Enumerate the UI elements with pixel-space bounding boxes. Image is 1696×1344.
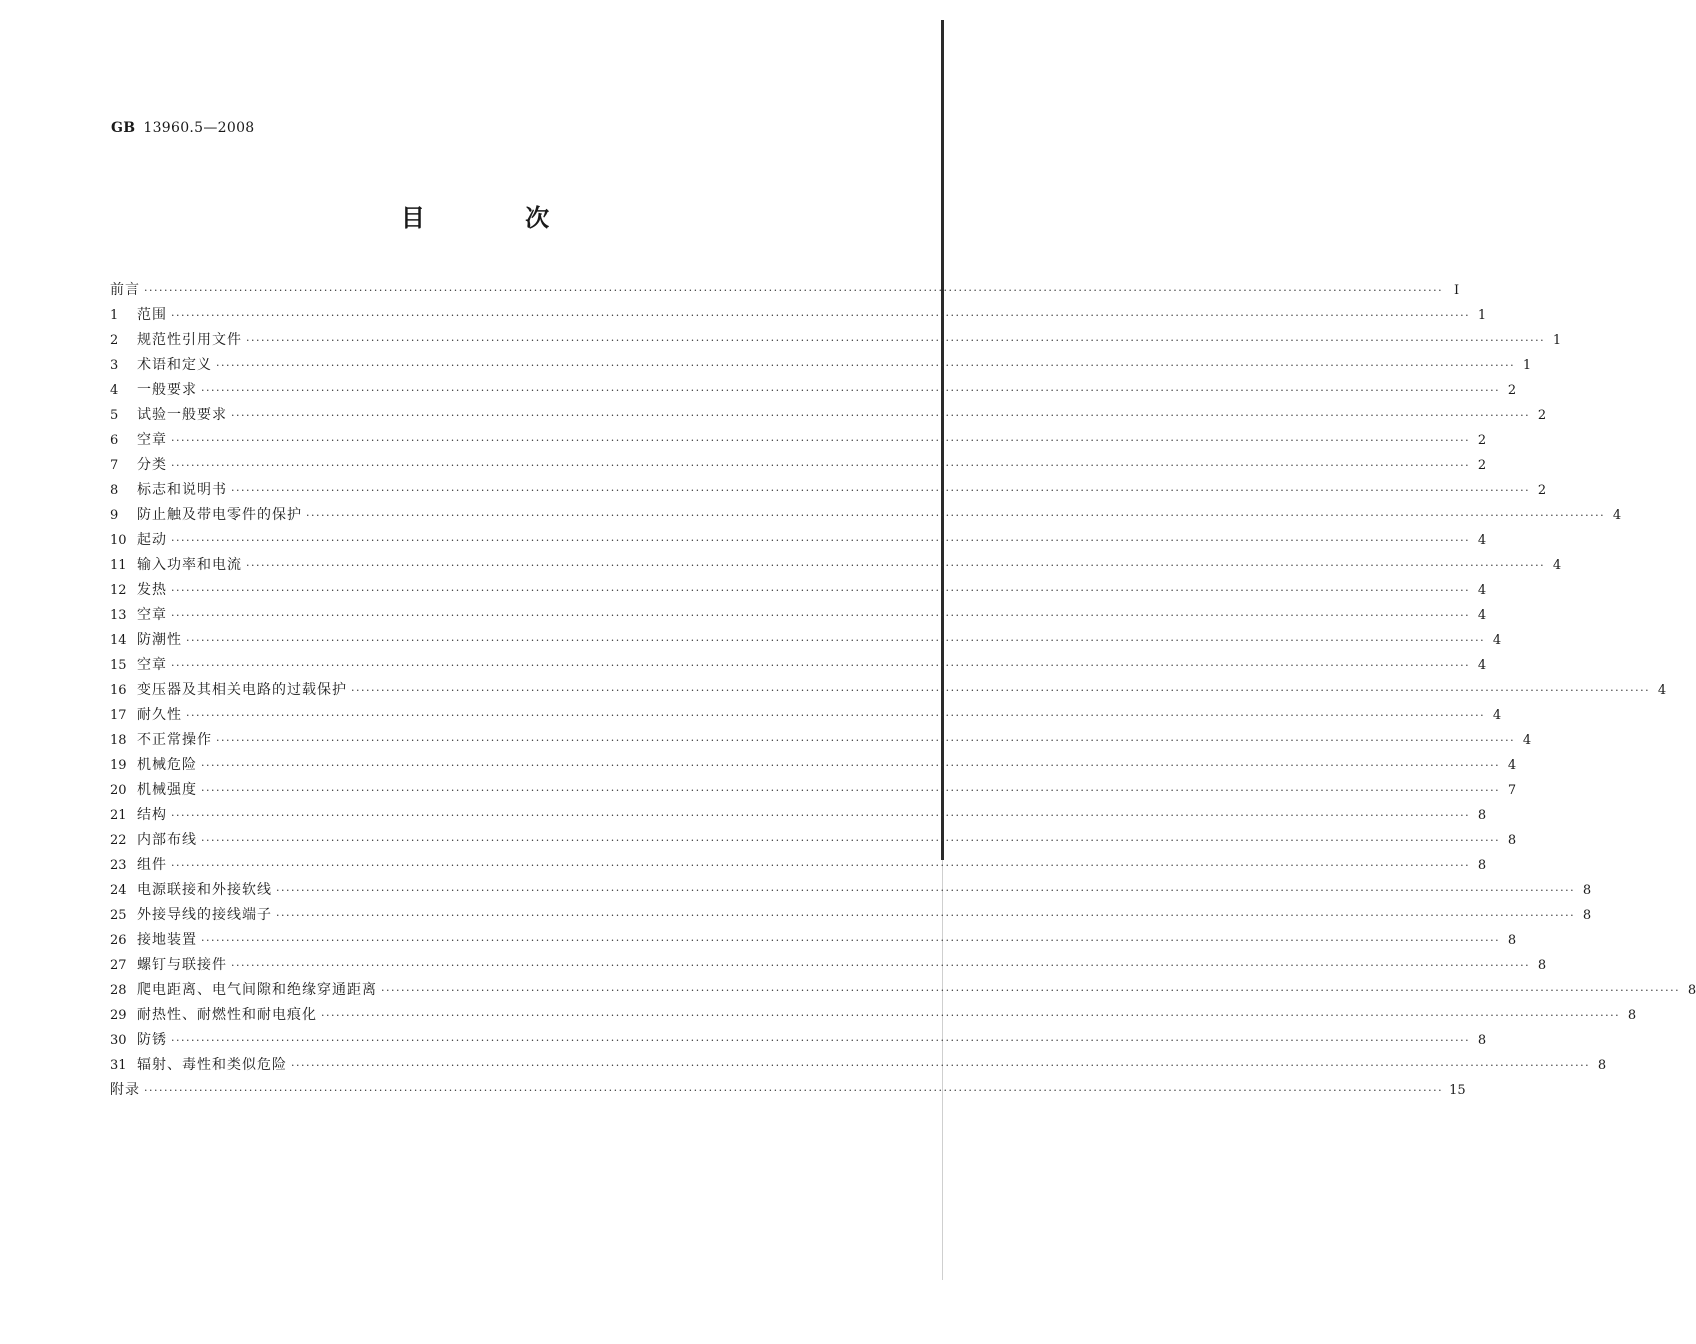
toc-leader-dots: ···································································································································································································································································· — [276, 909, 1576, 922]
toc-entry-label: 标志和说明书 — [137, 482, 227, 498]
toc-entry-number: 20 — [110, 783, 127, 798]
toc-entry-page: 2 — [1537, 408, 1547, 423]
toc-entry-number: 15 — [110, 658, 127, 673]
toc-entry-page: 4 — [1522, 733, 1532, 748]
toc-entry-page: 4 — [1507, 758, 1517, 773]
toc-entry-number: 24 — [110, 883, 127, 898]
toc-leader-dots: ···································································································································································································································································· — [201, 834, 1501, 847]
toc-entry-number: 29 — [110, 1008, 127, 1023]
toc-entry-label: 附录 — [110, 1082, 140, 1098]
toc-leader-dots: ···································································································································································································································································· — [171, 534, 1471, 547]
toc-entry[interactable] — [110, 353, 1532, 378]
toc-entry[interactable] — [110, 453, 1487, 478]
toc-entry[interactable] — [110, 778, 1517, 803]
toc-entry-label: 试验一般要求 — [137, 407, 227, 423]
toc-entry[interactable] — [110, 828, 1517, 853]
toc-leader-dots: ···································································································································································································································································· — [216, 734, 1516, 747]
toc-entry-page: 4 — [1492, 708, 1502, 723]
toc-entry-label: 螺钉与联接件 — [137, 957, 227, 973]
toc-entry[interactable] — [110, 553, 1562, 578]
toc-entry[interactable] — [110, 328, 1562, 353]
toc-leader-dots: ···································································································································································································································································· — [171, 609, 1471, 622]
toc-entry-page: 2 — [1477, 458, 1487, 473]
toc-entry-label: 空章 — [137, 607, 167, 623]
toc-leader-dots: ···································································································································································································································································· — [351, 684, 1651, 697]
toc-leader-dots: ···································································································································································································································································· — [186, 709, 1486, 722]
toc-entry[interactable] — [110, 853, 1487, 878]
toc-entry-number: 7 — [110, 458, 119, 473]
toc-entry[interactable] — [110, 628, 1502, 653]
toc-entry[interactable] — [110, 928, 1517, 953]
toc-entry[interactable] — [110, 753, 1517, 778]
toc-leader-dots: ···································································································································································································································································· — [171, 859, 1471, 872]
toc-entry-page: 8 — [1687, 983, 1696, 998]
toc-entry-page: 1 — [1552, 333, 1562, 348]
toc-entry[interactable] — [110, 603, 1487, 628]
toc-entry-label: 输入功率和电流 — [137, 557, 242, 573]
toc-entry-page: 4 — [1477, 533, 1487, 548]
toc-leader-dots: ···································································································································································································································································· — [144, 284, 1444, 297]
toc-entry-label: 结构 — [137, 807, 167, 823]
toc-entry[interactable] — [110, 503, 1622, 528]
toc-entry[interactable] — [110, 578, 1487, 603]
toc-entry[interactable] — [110, 428, 1487, 453]
toc-entry[interactable] — [110, 403, 1547, 428]
toc-entry-label: 机械危险 — [137, 757, 197, 773]
toc-entry-label: 内部布线 — [137, 832, 197, 848]
toc-entry-number: 3 — [110, 358, 119, 373]
standard-number: 13960.5—2008 — [143, 120, 255, 136]
toc-entry-number: 19 — [110, 758, 127, 773]
toc-entry[interactable] — [110, 378, 1517, 403]
toc-entry-number: 2 — [110, 333, 119, 348]
toc-entry[interactable] — [110, 1028, 1487, 1053]
toc-entry-number: 31 — [110, 1058, 127, 1073]
toc-entry[interactable] — [110, 803, 1487, 828]
toc-leader-dots: ···································································································································································································································································· — [171, 659, 1471, 672]
toc-entry-label: 前言 — [110, 282, 140, 298]
toc-entry[interactable] — [110, 653, 1487, 678]
toc-entry[interactable] — [110, 1078, 1466, 1103]
toc-entry-label: 电源联接和外接软线 — [137, 882, 272, 898]
standard-code — [111, 120, 255, 136]
toc-entry-page: 15 — [1449, 1083, 1466, 1098]
toc-entry[interactable] — [110, 678, 1667, 703]
toc-entry-number: 11 — [110, 558, 127, 573]
toc-entry-label: 不正常操作 — [137, 732, 212, 748]
toc-entry-number: 9 — [110, 508, 119, 523]
toc-entry-number: 4 — [110, 383, 119, 398]
toc-entry-page: 1 — [1522, 358, 1532, 373]
toc-leader-dots: ···································································································································································································································································· — [144, 1084, 1444, 1097]
toc-leader-dots: ···································································································································································································································································· — [201, 759, 1501, 772]
toc-entry-label: 机械强度 — [137, 782, 197, 798]
toc-entry-label: 耐久性 — [137, 707, 182, 723]
toc-entry-label: 分类 — [137, 457, 167, 473]
toc-entry-page: 8 — [1507, 833, 1517, 848]
toc-leader-dots: ···································································································································································································································································· — [171, 459, 1471, 472]
toc-leader-dots: ···································································································································································································································································· — [231, 959, 1531, 972]
toc-entry-label: 规范性引用文件 — [137, 332, 242, 348]
toc-leader-dots: ···································································································································································································································································· — [276, 884, 1576, 897]
toc-entry-number: 6 — [110, 433, 119, 448]
toc-entry[interactable] — [110, 978, 1696, 1003]
toc-entry-page: 8 — [1627, 1008, 1637, 1023]
toc-entry-label: 防止触及带电零件的保护 — [137, 507, 302, 523]
toc-leader-dots: ···································································································································································································································································· — [186, 634, 1486, 647]
toc-entry-label: 术语和定义 — [137, 357, 212, 373]
toc-entry-number: 10 — [110, 533, 127, 548]
toc-entry-number: 28 — [110, 983, 127, 998]
toc-leader-dots: ···································································································································································································································································· — [381, 984, 1681, 997]
toc-leader-dots: ···································································································································································································································································· — [306, 509, 1606, 522]
toc-entry[interactable] — [110, 903, 1592, 928]
toc-entry-page: 8 — [1537, 958, 1547, 973]
toc-entry-label: 空章 — [137, 657, 167, 673]
toc-leader-dots: ···································································································································································································································································· — [201, 384, 1501, 397]
toc-entry-number: 30 — [110, 1033, 127, 1048]
toc-entry-number: 22 — [110, 833, 127, 848]
toc-entry-number: 18 — [110, 733, 127, 748]
toc-entry[interactable] — [110, 1053, 1607, 1078]
toc-entry-number: 27 — [110, 958, 127, 973]
toc-entry-page: 2 — [1477, 433, 1487, 448]
toc-entry-label: 外接导线的接线端子 — [137, 907, 272, 923]
toc-entry-label: 空章 — [137, 432, 167, 448]
toc-leader-dots: ···································································································································································································································································· — [171, 434, 1471, 447]
toc-entry-number: 25 — [110, 908, 127, 923]
toc-entry-number: 13 — [110, 608, 127, 623]
toc-leader-dots: ···································································································································································································································································· — [201, 934, 1501, 947]
toc-leader-dots: ···································································································································································································································································· — [171, 1034, 1471, 1047]
toc-entry-label: 变压器及其相关电路的过载保护 — [137, 682, 347, 698]
toc-entry-number: 26 — [110, 933, 127, 948]
toc-entry-page: 7 — [1507, 783, 1517, 798]
toc-entry-page: 2 — [1507, 383, 1517, 398]
toc-leader-dots: ···································································································································································································································································· — [216, 359, 1516, 372]
toc-entry-label: 防锈 — [137, 1032, 167, 1048]
toc-entry-page: 4 — [1477, 583, 1487, 598]
toc-entry-number: 8 — [110, 483, 119, 498]
toc-entry-page: 8 — [1507, 933, 1517, 948]
toc-leader-dots: ···································································································································································································································································· — [231, 484, 1531, 497]
toc-entry-number: 12 — [110, 583, 127, 598]
toc-entry-number: 1 — [110, 308, 119, 323]
toc-entry-number: 21 — [110, 808, 127, 823]
toc-entry[interactable] — [110, 303, 1487, 328]
toc-entry-page: 4 — [1657, 683, 1667, 698]
toc-entry-label: 组件 — [137, 857, 167, 873]
toc-entry-label: 起动 — [137, 532, 167, 548]
toc-entry-page: 4 — [1477, 658, 1487, 673]
toc-entry-page: 4 — [1477, 608, 1487, 623]
toc-entry-label: 发热 — [137, 582, 167, 598]
toc-entry[interactable] — [110, 478, 1547, 503]
toc-entry-page: 2 — [1537, 483, 1547, 498]
toc-entry[interactable] — [110, 878, 1592, 903]
toc-entry-page: 8 — [1582, 883, 1592, 898]
toc-entry-label: 爬电距离、电气间隙和绝缘穿通距离 — [137, 982, 377, 998]
toc-leader-dots: ···································································································································································································································································· — [246, 334, 1546, 347]
toc-entry-page: 8 — [1477, 858, 1487, 873]
toc-entry-label: 防潮性 — [137, 632, 182, 648]
toc-leader-dots: ···································································································································································································································································· — [171, 309, 1471, 322]
toc-entry[interactable] — [110, 1003, 1637, 1028]
toc-leader-dots: ···································································································································································································································································· — [201, 784, 1501, 797]
toc-entry-page: 8 — [1477, 808, 1487, 823]
standard-prefix: GB — [111, 120, 136, 136]
toc-entry-page: I — [1453, 283, 1460, 298]
toc-leader-dots: ···································································································································································································································································· — [231, 409, 1531, 422]
toc-entry-page: 8 — [1477, 1033, 1487, 1048]
toc-leader-dots: ···································································································································································································································································· — [321, 1009, 1621, 1022]
toc-leader-dots: ···································································································································································································································································· — [171, 809, 1471, 822]
toc-entry-number: 14 — [110, 633, 127, 648]
toc-entry[interactable] — [110, 703, 1502, 728]
toc-entry-number: 23 — [110, 858, 127, 873]
toc-entry-page: 8 — [1582, 908, 1592, 923]
table-of-contents — [110, 278, 1696, 1103]
toc-entry[interactable] — [110, 278, 1460, 303]
page-title: 目 次 — [400, 203, 596, 232]
toc-entry-label: 一般要求 — [137, 382, 197, 398]
toc-entry-label: 接地装置 — [137, 932, 197, 948]
toc-entry-label: 辐射、毒性和类似危险 — [137, 1057, 287, 1073]
toc-entry-number: 16 — [110, 683, 127, 698]
toc-entry[interactable] — [110, 953, 1547, 978]
toc-leader-dots: ···································································································································································································································································· — [171, 584, 1471, 597]
toc-entry[interactable] — [110, 728, 1532, 753]
toc-entry-page: 4 — [1492, 633, 1502, 648]
toc-leader-dots: ···································································································································································································································································· — [291, 1059, 1591, 1072]
toc-entry-label: 耐热性、耐燃性和耐电痕化 — [137, 1007, 317, 1023]
toc-leader-dots: ···································································································································································································································································· — [246, 559, 1546, 572]
toc-entry-page: 1 — [1477, 308, 1487, 323]
toc-entry[interactable] — [110, 528, 1487, 553]
toc-entry-page: 4 — [1612, 508, 1622, 523]
toc-entry-page: 8 — [1597, 1058, 1607, 1073]
toc-entry-label: 范围 — [137, 307, 167, 323]
toc-entry-number: 17 — [110, 708, 127, 723]
toc-entry-page: 4 — [1552, 558, 1562, 573]
toc-entry-number: 5 — [110, 408, 119, 423]
